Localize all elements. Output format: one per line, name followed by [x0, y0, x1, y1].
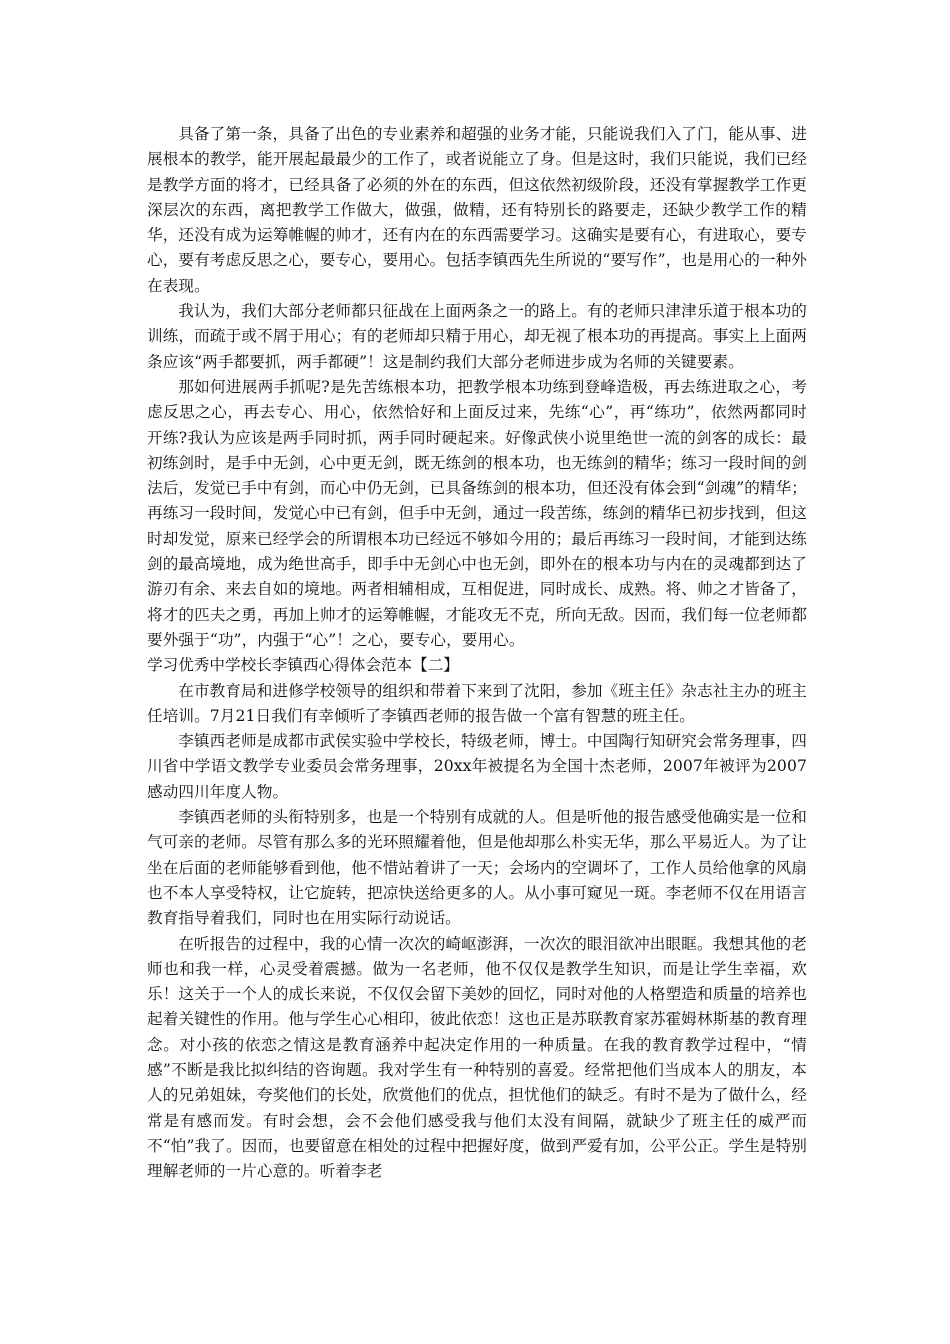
body-paragraph: 我认为，我们大部分老师都只征战在上面两条之一的路上。有的老师只津津乐道于根本功的训练，而疏于或不屑于用心；有的老师却只精于用心，却无视了根本功的再提高。事实上上面两条应该“两手都要抓，两手都硬”！这是制约我们大部分老师进步成为名师的关键要素。 [147, 302, 807, 371]
body-paragraph: 在听报告的过程中，我的心情一次次的崎岖澎湃，一次次的眼泪欲冲出眼眶。我想其他的老师也和我一样，心灵受着震撼。做为一名老师，他不仅仅是教学生知识，而是让学生幸福，欢乐！这关于一个人的成长来说，不仅仅会留下美妙的回忆，同时对他的人格塑造和质量的培养也起着关键性的作用。他与学生心心相印，彼此依恋！这也正是苏联教育家苏霍姆林斯基的教育理念。对小孩的依恋之情这是教育涵养中起决定作用的一种质量。在我的教育教学过程中，“情感”不断是我比拟纠结的咨询题。我对学生有一种特别的喜爱。经常把他们当成本人的朋友，本人的兄弟姐妹，夸奖他们的长处，欣赏他们的优点，担忧他们的缺乏。有时不是为了做什么，经常是有感而发。有时会想，会不会他们感受我与他们太没有间隔，就缺少了班主任的威严而不“怕”我了。因而，也要留意在相处的过程中把握好度，做到严爱有加，公平公正。学生是特别理解老师的一片心意的。听着李老 [147, 934, 807, 1181]
body-paragraph: 在市教育局和进修学校领导的组织和带着下来到了沈阳，参加《班主任》杂志社主办的班主任培训。7月21日我们有幸倾听了李镇西老师的报告做一个富有智慧的班主任。 [147, 681, 807, 725]
body-paragraph: 具备了第一条，具备了出色的专业素养和超强的业务才能，只能说我们入了门，能从事、进展根本的教学，能开展起最最少的工作了，或者说能立了身。但是这时，我们只能说，我们已经是教学方面的将才，已经具备了必须的外在的东西，但这依然初级阶段，还没有掌握教学工作更深层次的东西，离把教学工作做大，做强，做精，还有特别长的路要走，还缺少教学工作的精华，还没有成为运筹帷幄的帅才，还有内在的东西需要学习。这确实是要有心，有进取心，要专心，要有考虑反思之心，要专心，要用心。包括李镇西先生所说的“要写作”，也是用心的一种外在表现。 [147, 125, 807, 295]
section-heading: 学习优秀中学校长李镇西心得体会范本【二】 [147, 656, 459, 675]
document-page [147, 122, 807, 1184]
body-paragraph: 李镇西老师的头衔特别多，也是一个特别有成就的人。但是听他的报告感受他确实是一位和气可亲的老师。尽管有那么多的光环照耀着他，但是他却那么朴实无华，那么平易近人。为了让坐在后面的老师能够看到他，他不惜站着讲了一天；会场内的空调坏了，工作人员给他拿的风扇也不本人享受特权，让它旋转，把凉快送给更多的人。从小事可窥见一斑。李老师不仅在用语言教育指导着我们，同时也在用实际行动说话。 [147, 808, 807, 928]
body-paragraph: 李镇西老师是成都市武侯实验中学校长，特级老师，博士。中国陶行知研究会常务理事，四川省中学语文教学专业委员会常务理事，20xx年被提名为全国十杰老师，2007年被评为2007感动四川年度人物。 [147, 732, 807, 801]
body-paragraph: 那如何进展两手抓呢?是先苦练根本功，把教学根本功练到登峰造极，再去练进取之心，考虑反思之心，再去专心、用心，依然恰好和上面反过来，先练“心”，再“练功”，依然两都同时开练?我认为应该是两手同时抓，两手同时硬起来。好像武侠小说里绝世一流的剑客的成长：最初练剑时，是手中无剑，心中更无剑，既无练剑的根本功，也无练剑的精华；练习一段时间的剑法后，发觉已手中有剑，而心中仍无剑，已具备练剑的根本功，但还没有体会到“剑魂”的精华；再练习一段时间，发觉心中已有剑，但手中无剑，通过一段苦练，练剑的精华已初步找到，但这时却发觉，原来已经学会的所谓根本功已经远不够如今用的；最后再练习一段时间，才能到达练剑的最高境地，成为绝世高手，即手中无剑心中也无剑，即外在的根本功与内在的灵魂都到达了游刃有余、来去自如的境地。两者相辅相成，互相促进，同时成长、成熟。将、帅之才皆备了，将才的匹夫之勇，再加上帅才的运筹帷幄，才能攻无不克，所向无敌。因而，我们每一位老师都要外强于“功”，内强于“心”！之心，要专心，要用心。 [147, 377, 807, 649]
